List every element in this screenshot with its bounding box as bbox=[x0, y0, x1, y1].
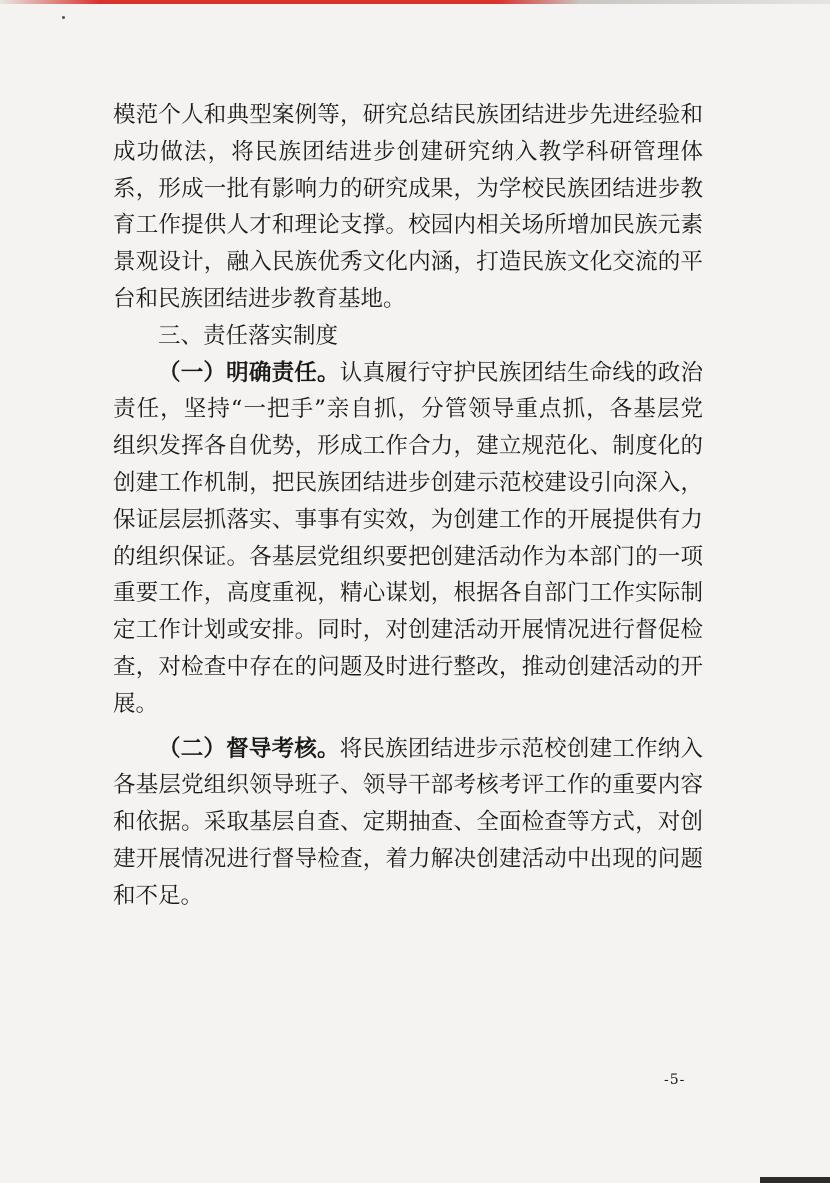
text-line: 创建工作机制，把民族团结进步创建示范校建设引向深入， bbox=[113, 469, 703, 496]
section-heading: 三、责任落实制度 bbox=[158, 322, 339, 349]
text-line: 组织发挥各自优势，形成工作合力，建立规范化、制度化的 bbox=[113, 433, 703, 460]
paragraph-gap bbox=[113, 723, 703, 731]
text-line: 定工作计划或安排。同时，对创建活动开展情况进行督促检 bbox=[113, 617, 703, 644]
text-line: 景观设计，融入民族优秀文化内涵，打造民族文化交流的平 bbox=[113, 249, 703, 276]
text-line: 责任，坚持“一把手”亲自抓，分管领导重点抓，各基层党 bbox=[113, 396, 703, 423]
text-line-rest: 将民族团结进步示范校创建工作纳入 bbox=[339, 735, 703, 762]
text-line: 查，对检查中存在的问题及时进行整改，推动创建活动的开 bbox=[113, 653, 703, 680]
scan-bottom-edge bbox=[760, 1177, 830, 1183]
text-line: 和不足。 bbox=[113, 882, 204, 909]
paragraph-lead-heading: （二）督导考核。 bbox=[158, 735, 340, 762]
text-line: 成功做法，将民族团结进步创建研究纳入教学科研管理体 bbox=[113, 138, 703, 165]
text-line: 育工作提供人才和理论支撑。校园内相关场所增加民族元素 bbox=[113, 212, 703, 239]
text-line: 重要工作，高度重视，精心谋划，根据各自部门工作实际制 bbox=[113, 580, 703, 607]
page-number: -5- bbox=[664, 1072, 686, 1088]
scan-speck bbox=[62, 16, 65, 19]
text-line-lead bbox=[113, 355, 703, 392]
text-line: 的组织保证。各基层党组织要把创建活动作为本部门的一项 bbox=[113, 543, 703, 570]
text-line: 模范个人和典型案例等，研究总结民族团结进步先进经验和 bbox=[113, 102, 703, 128]
text-line: 展。 bbox=[113, 690, 159, 717]
text-line: 台和民族团结进步教育基地。 bbox=[113, 285, 406, 312]
text-line: 建开展情况进行督导检查，着力解决创建活动中出现的问题 bbox=[113, 845, 703, 872]
document-body bbox=[113, 97, 703, 915]
text-line: 各基层党组织领导班子、领导干部考核考评工作的重要内容 bbox=[113, 772, 703, 799]
text-line-lead bbox=[113, 731, 703, 768]
paragraph-2 bbox=[113, 355, 703, 723]
text-line: 系，形成一批有影响力的研究成果，为学校民族团结进步教 bbox=[113, 175, 703, 202]
scan-top-edge bbox=[0, 0, 830, 4]
text-line-rest: 认真履行守护民族团结生命线的政治 bbox=[339, 359, 703, 386]
paragraph-3 bbox=[113, 731, 703, 915]
paragraph-1 bbox=[113, 97, 703, 318]
text-line: 和依据。采取基层自查、定期抽查、全面检查等方式，对创 bbox=[113, 809, 703, 836]
text-line: 保证层层抓落实、事事有实效，为创建工作的开展提供有力 bbox=[113, 506, 703, 533]
paragraph-lead-heading: （一）明确责任。 bbox=[158, 359, 340, 386]
